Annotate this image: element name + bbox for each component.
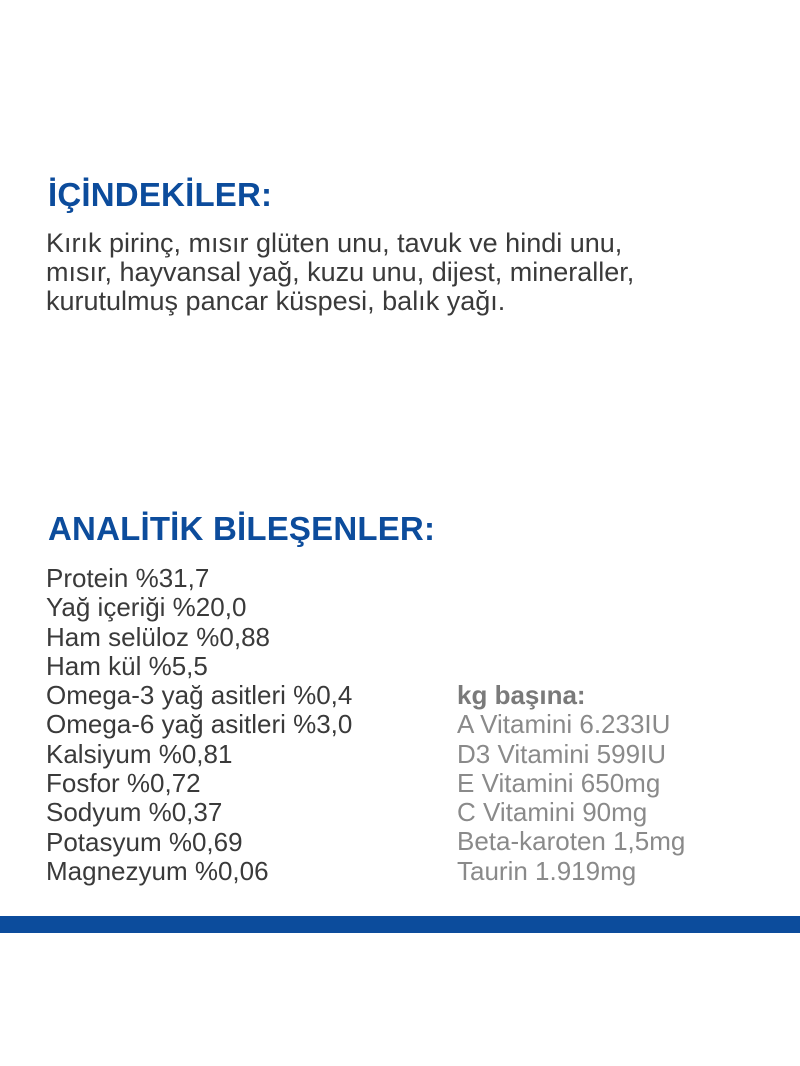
list-item: Magnezyum %0,06: [46, 855, 269, 886]
list-item: Potasyum %0,69: [46, 826, 243, 857]
analytic-constituents-list: [46, 564, 352, 886]
list-item: Ham selüloz %0,88: [46, 621, 270, 652]
vitamin-list: [457, 710, 685, 886]
ingredients-line: Kırık pirinç, mısır glüten unu, tavuk ve hindi unu,: [46, 228, 623, 258]
list-item: Yağ içeriği %20,0: [46, 592, 247, 623]
footer-stripe: [0, 916, 800, 933]
list-item: Omega-6 yağ asitleri %3,0: [46, 709, 353, 740]
ingredients-line: mısır, hayvansal yağ, kuzu unu, dijest, mineraller,: [46, 257, 635, 287]
list-item: A Vitamini 6.233IU: [457, 709, 671, 740]
list-item: Omega-3 yağ asitleri %0,4: [46, 680, 353, 711]
per-kg-block: [457, 681, 685, 886]
list-item: C Vitamini 90mg: [457, 797, 648, 828]
list-item: Fosfor %0,72: [46, 768, 201, 799]
list-item: Ham kül %5,5: [46, 650, 208, 681]
list-item: Beta-karoten 1,5mg: [457, 826, 686, 857]
analytic-constituents-heading: ANALİTİK BİLEŞENLER:: [48, 510, 436, 547]
list-item: Taurin 1.919mg: [457, 855, 637, 886]
list-item: Protein %31,7: [46, 563, 210, 593]
list-item: Sodyum %0,37: [46, 797, 223, 828]
list-item: E Vitamini 650mg: [457, 767, 661, 798]
ingredients-heading: İÇİNDEKİLER:: [48, 176, 273, 213]
list-item: D3 Vitamini 599IU: [457, 738, 667, 769]
ingredients-line: kurutulmuş pancar küspesi, balık yağı.: [46, 286, 506, 316]
per-kg-title: kg başına:: [457, 680, 586, 710]
ingredients-text: [46, 229, 786, 316]
list-item: Kalsiyum %0,81: [46, 738, 233, 769]
